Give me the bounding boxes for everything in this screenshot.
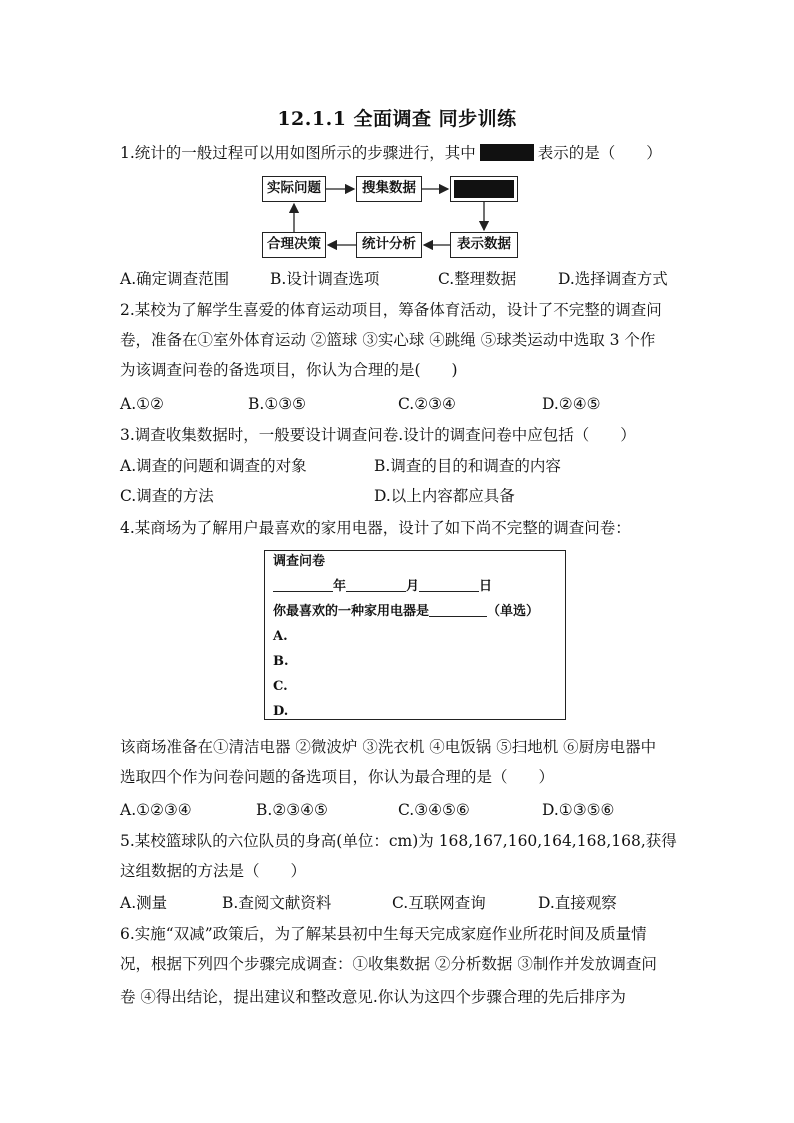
q1-option-b: B.设计调查选项 (270, 270, 380, 288)
q2-option-d: D.②④⑤ (542, 395, 601, 413)
q5-line-2: 这组数据的方法是（ ） (120, 862, 307, 880)
flow-box-reasonable-decision: 合理决策 (262, 232, 326, 258)
q1-stem-text-b: 表示的是（ ） (537, 144, 662, 162)
questionnaire-single-choice: （单选） (487, 604, 540, 619)
questionnaire-choice-d: D. (273, 704, 289, 719)
questionnaire-choice-c: C. (273, 679, 288, 694)
flow-box-hidden-step (450, 176, 518, 202)
q5-option-c: C.互联网查询 (392, 894, 486, 912)
year-blank (273, 577, 333, 592)
answer-blank (429, 602, 487, 617)
q3-option-a: A.调查的问题和调查的对象 (120, 457, 307, 475)
q2-line-1: 2.某校为了解学生喜爱的体育运动项目，筹备体育活动，设计了不完整的调查问 (120, 301, 662, 319)
questionnaire-box (264, 550, 566, 720)
questionnaire-date-row (273, 574, 492, 599)
q1-option-c: C.整理数据 (438, 270, 517, 288)
flow-box-actual-problem: 实际问题 (262, 176, 326, 202)
month-blank (346, 577, 406, 592)
q5-option-a: A.测量 (120, 894, 168, 912)
q1-options (120, 269, 680, 289)
q5-option-d: D.直接观察 (538, 894, 617, 912)
page-title: 12.1.1 全面调查 同步训练 (277, 108, 517, 130)
hidden-step-marker (480, 144, 534, 161)
q2-option-c: C.②③④ (398, 395, 456, 413)
q2-line-3: 为该调查问卷的备选项目，你认为合理的是( ) (120, 361, 458, 379)
questionnaire-choice-b: B. (273, 654, 289, 669)
q6-line-3: 卷 ④得出结论，提出建议和整改意见.你认为这四个步骤合理的先后排序为 (120, 988, 626, 1006)
questionnaire-choice-a: A. (273, 629, 288, 644)
q3-line: 3.调查收集数据时，一般要设计调查问卷.设计的调查问卷中应包括（ ） (120, 426, 636, 444)
questionnaire-question (273, 599, 539, 624)
q6-line-1: 6.实施“双减”政策后，为了解某县初中生每天完成家庭作业所花时间及质量情 (120, 925, 647, 943)
q3-options-row-1 (120, 456, 680, 476)
q5-line-1: 5.某校篮球队的六位队员的身高(单位：cm)为 168,167,160,164,168,168,获得 (120, 832, 677, 850)
month-label: 月 (406, 579, 420, 594)
q6-line-2: 况，根据下列四个步骤完成调查：①收集数据 ②分析数据 ③制作并发放调查问 (120, 955, 657, 973)
day-label: 日 (479, 579, 493, 594)
q4-option-d: D.①③⑤⑥ (542, 801, 615, 819)
q2-option-b: B.①③⑤ (248, 395, 307, 413)
q4-option-c: C.③④⑤⑥ (398, 801, 470, 819)
q1-option-d: D.选择调查方式 (558, 270, 668, 288)
q5-options (120, 893, 680, 913)
q3-options-row-2 (120, 486, 680, 506)
q1-option-a: A.确定调查范围 (120, 270, 230, 288)
q4-line-2: 该商场准备在①清洁电器 ②微波炉 ③洗衣机 ④电饭锅 ⑤扫地机 ⑥厨房电器中 (120, 738, 657, 756)
questionnaire-question-text: 你最喜欢的一种家用电器是 (273, 604, 430, 619)
questionnaire-heading: 调查问卷 (273, 554, 326, 569)
flow-box-statistical-analysis: 统计分析 (356, 232, 422, 258)
q3-option-c: C.调查的方法 (120, 487, 214, 505)
q4-line-3: 选取四个作为问卷问题的备选项目，你认为最合理的是（ ） (120, 768, 555, 786)
q2-line-2: 卷，准备在①室外体育运动 ②篮球 ③实心球 ④跳绳 ⑤球类运动中选取 3 个作 (120, 331, 656, 349)
q3-option-d: D.以上内容都应具备 (374, 487, 515, 505)
q1-stem (120, 143, 680, 163)
q4-line: 4.某商场为了解用户最喜欢的家用电器，设计了如下尚不完整的调查问卷： (120, 519, 631, 537)
q5-option-b: B.查阅文献资料 (222, 894, 332, 912)
q2-option-a: A.①② (120, 395, 164, 413)
q4-option-b: B.②③④⑤ (256, 801, 328, 819)
flow-box-collect-data: 搜集数据 (356, 176, 422, 202)
q4-options (120, 800, 680, 820)
q4-option-a: A.①②③④ (120, 801, 192, 819)
q1-stem-text-a: 1.统计的一般过程可以用如图所示的步骤进行，其中 (120, 144, 476, 162)
day-blank (419, 577, 479, 592)
flow-box-represent-data: 表示数据 (450, 232, 518, 258)
year-label: 年 (333, 579, 347, 594)
hidden-step-fill (454, 180, 514, 198)
q3-option-b: B.调查的目的和调查的内容 (374, 457, 561, 475)
q2-options (120, 394, 680, 414)
